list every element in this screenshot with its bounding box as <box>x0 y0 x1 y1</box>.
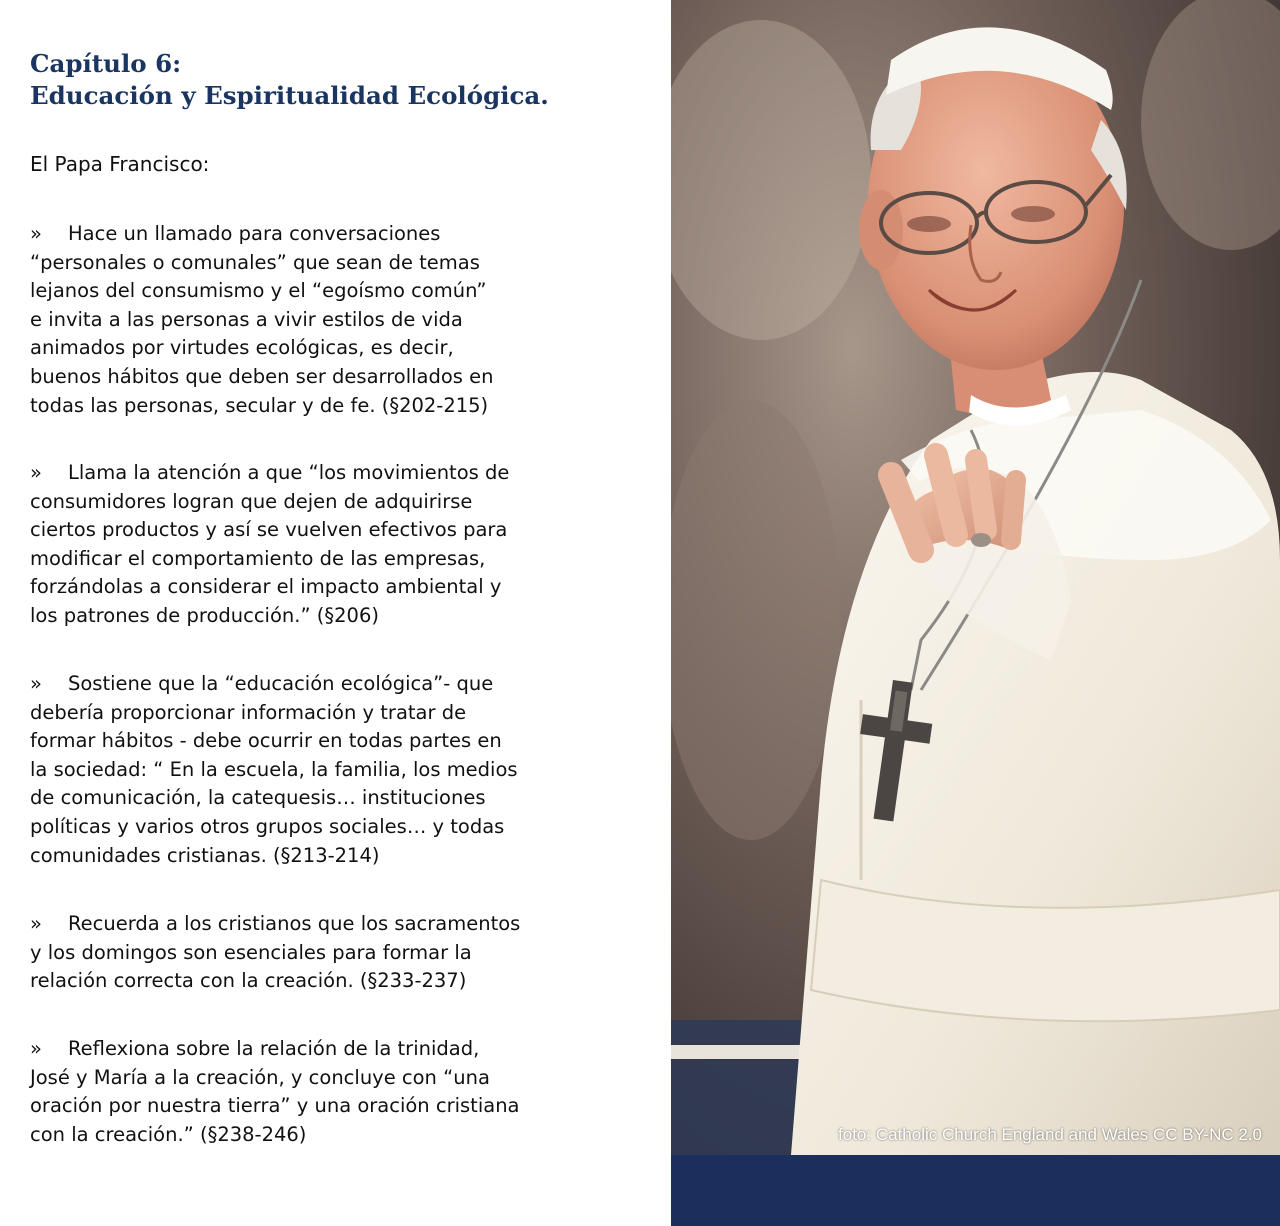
bullet-line: y los domingos son esenciales para formar la <box>30 940 472 964</box>
bullet-marker: » <box>30 1037 42 1060</box>
bullet-marker: » <box>30 912 42 935</box>
bullet-line: “personales o comunales” que sean de temas <box>30 250 480 274</box>
bullet-line: modificar el comportamiento de las empresas, <box>30 546 486 570</box>
bullet-line: » Hace un llamado para conversaciones <box>30 220 494 249</box>
bullet-line: » Reflexiona sobre la relación de la trinidad, <box>30 1035 520 1064</box>
intro-text: El Papa Francisco: <box>30 152 210 176</box>
bullet-line: forzándolas a considerar el impacto ambiental y <box>30 575 502 599</box>
text-column <box>30 48 650 1146</box>
bullet-line: de comunicación, la catequesis… instituciones <box>30 786 486 810</box>
bullet-line: » Sostiene que la “educación ecológica”- que <box>30 670 518 699</box>
bullet-line: los patrones de producción.” (§206) <box>30 603 379 627</box>
bullet-item <box>30 220 494 420</box>
photo-illustration <box>671 0 1280 1155</box>
bullet-item <box>30 459 509 631</box>
bullet-item <box>30 910 520 996</box>
bullet-line: oración por nuestra tierra” y una oración cristiana <box>30 1094 520 1118</box>
photo-credit: foto: Catholic Church England and Wales CC BY-NC 2.0 <box>838 1125 1262 1144</box>
chapter-title-line-2: Educación y Espiritualidad Ecológica. <box>30 81 549 110</box>
bullet-line: debería proporcionar información y tratar de <box>30 700 467 724</box>
bullet-line: ciertos productos y así se vuelven efectivos para <box>30 518 508 542</box>
chapter-title <box>30 48 650 112</box>
bullet-line: consumidores logran que dejen de adquirirse <box>30 489 473 513</box>
bullet-line: e invita a las personas a vivir estilos de vida <box>30 307 463 331</box>
bullet-line: con la creación.” (§238-246) <box>30 1122 307 1146</box>
bullet-line: animados por virtudes ecológicas, es decir, <box>30 336 454 360</box>
bullet-item <box>30 670 518 870</box>
bullet-line: la sociedad: “ En la escuela, la familia, los medios <box>30 757 518 781</box>
bullet-line: lejanos del consumismo y el “egoísmo común” <box>30 279 487 303</box>
bullet-line: José y María a la creación, y concluye con “una <box>30 1065 490 1089</box>
bullet-line: formar hábitos - debe ocurrir en todas partes en <box>30 729 502 753</box>
bullet-line: comunidades cristianas. (§213-214) <box>30 843 380 867</box>
ring <box>971 533 991 547</box>
bullet-line: » Recuerda a los cristianos que los sacramentos <box>30 910 520 939</box>
pope-francis-photo <box>671 0 1280 1155</box>
bullet-marker: » <box>30 461 42 484</box>
bullet-line: » Llama la atención a que “los movimientos de <box>30 459 509 488</box>
footer-color-bar <box>671 1155 1280 1226</box>
chapter-title-line-1: Capítulo 6: <box>30 49 182 78</box>
bullet-line: políticas y varios otros grupos sociales… y todas <box>30 814 505 838</box>
bullet-marker: » <box>30 222 42 245</box>
bullet-item <box>30 1035 520 1149</box>
bullet-line: buenos hábitos que deben ser desarrollados en <box>30 364 494 388</box>
bullet-marker: » <box>30 672 42 695</box>
bullet-line: relación correcta con la creación. (§233-237) <box>30 969 467 993</box>
bullet-line: todas las personas, secular y de fe. (§202-215) <box>30 393 489 417</box>
